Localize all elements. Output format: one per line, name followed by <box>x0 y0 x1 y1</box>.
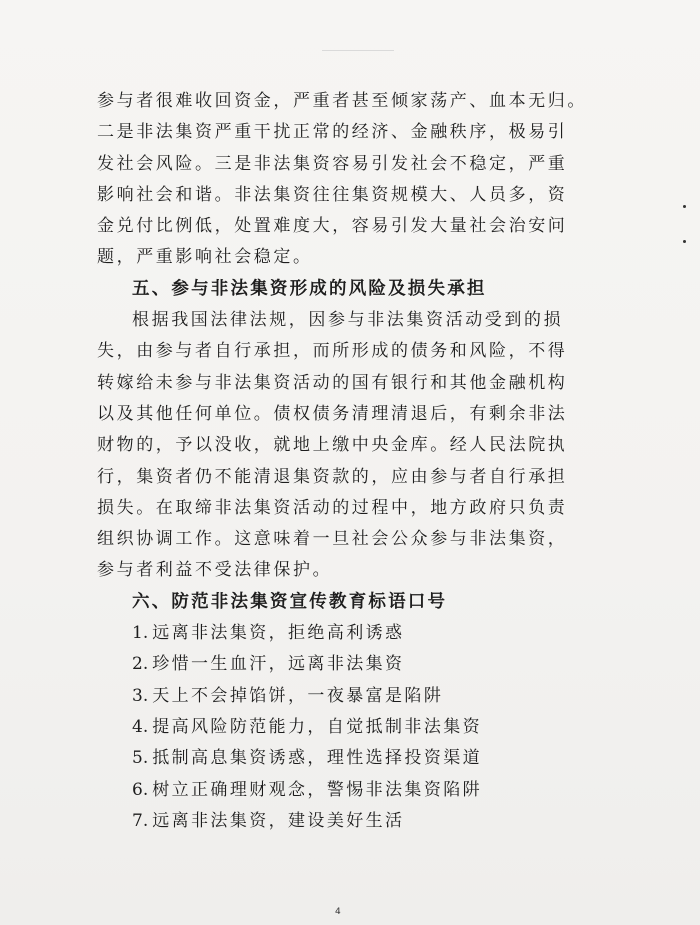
slogan-item <box>97 806 617 837</box>
slogan-item <box>97 712 617 743</box>
body-line: 转嫁给未参与非法集资活动的国有银行和其他金融机构 <box>97 372 568 393</box>
body-line: 根据我国法律法规，因参与非法集资活动受到的损 <box>132 310 564 331</box>
body-line: 损失。在取缔非法集资活动的过程中，地方政府只负责 <box>97 497 568 518</box>
body-line: 组织协调工作。这意味着一旦社会公众参与非法集资， <box>97 529 568 550</box>
slogan-number: 3. <box>132 685 149 706</box>
section-heading-risk: 五、参与非法集资形成的风险及损失承担 <box>132 278 487 299</box>
body-line: 金兑付比例低，处置难度大，容易引发大量社会治安问 <box>97 216 568 237</box>
body-line: 财物的，予以没收，就地上缴中央金库。经人民法院执 <box>97 435 568 456</box>
slogan-item <box>97 649 617 680</box>
page-number: 4 <box>335 907 341 917</box>
slogan-number: 6. <box>132 779 149 800</box>
slogan-text: 远离非法集资，拒绝高利诱惑 <box>152 623 405 644</box>
slogan-number: 7. <box>132 810 149 831</box>
body-line: 影响社会和谐。非法集资往往集资规模大、人员多，资 <box>97 184 568 205</box>
slogan-item <box>97 618 617 649</box>
header-rule <box>322 50 394 51</box>
slogan-item <box>97 743 617 774</box>
margin-mark <box>683 205 686 208</box>
body-line: 二是非法集资严重干扰正常的经济、金融秩序，极易引 <box>97 122 568 143</box>
slogan-text: 树立正确理财观念，警惕非法集资陷阱 <box>152 779 483 800</box>
slogan-text: 远离非法集资，建设美好生活 <box>152 810 405 831</box>
body-line: 以及其他任何单位。债权债务清理清退后，有剩余非法 <box>97 403 568 424</box>
body-line: 行，集资者仍不能清退集资款的，应由参与者自行承担 <box>97 466 568 487</box>
slogan-number: 5. <box>132 748 149 769</box>
body-line: 参与者利益不受法律保护。 <box>97 560 333 581</box>
slogan-text: 珍惜一生血汗，远离非法集资 <box>152 654 405 675</box>
body-line: 题，严重影响社会稳定。 <box>97 247 313 268</box>
slogan-number: 4. <box>132 716 149 737</box>
slogan-item <box>97 775 617 806</box>
section-heading-slogans: 六、防范非法集资宣传教育标语口号 <box>132 591 448 612</box>
slogan-text: 天上不会掉馅饼，一夜暴富是陷阱 <box>152 685 444 706</box>
document-body <box>97 86 617 837</box>
body-line: 失，由参与者自行承担，而所形成的债务和风险，不得 <box>97 341 568 362</box>
slogan-number: 2. <box>132 654 149 675</box>
body-line: 发社会风险。三是非法集资容易引发社会不稳定，严重 <box>97 153 568 174</box>
slogan-item <box>97 681 617 712</box>
slogan-text: 抵制高息集资诱惑，理性选择投资渠道 <box>152 748 483 769</box>
body-line: 参与者很难收回资金，严重者甚至倾家荡产、血本无归。 <box>97 91 587 111</box>
slogan-number: 1. <box>132 623 149 644</box>
margin-mark <box>683 240 686 243</box>
slogan-text: 提高风险防范能力，自觉抵制非法集资 <box>152 716 483 737</box>
